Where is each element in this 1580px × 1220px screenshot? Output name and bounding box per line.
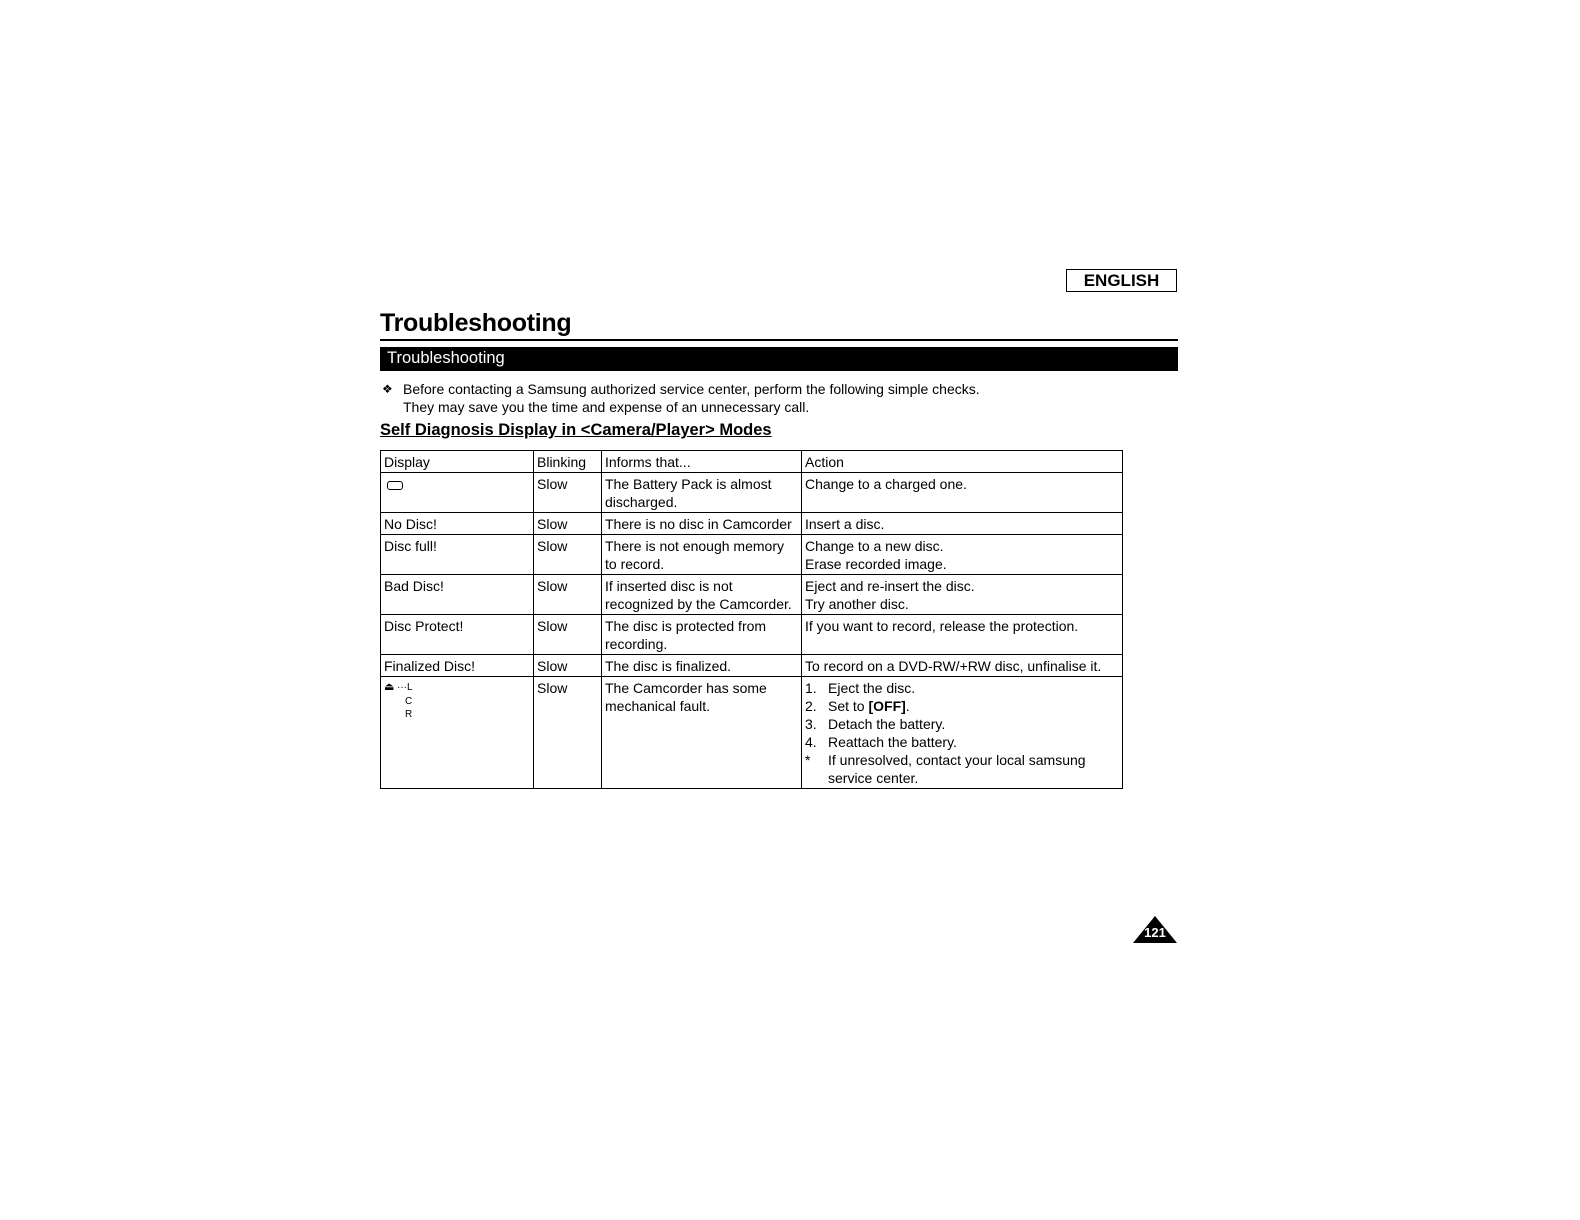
- error-code-r: R: [405, 709, 413, 720]
- error-code-c: C: [405, 696, 413, 707]
- table-row: [381, 575, 1123, 615]
- blinking-cell: Slow: [534, 677, 602, 789]
- page-number-badge: [1133, 916, 1177, 943]
- display-cell: [381, 677, 534, 789]
- section-title: Troubleshooting: [387, 349, 505, 367]
- intro-note: [382, 380, 980, 416]
- blinking-cell: Slow: [534, 473, 602, 513]
- page-number: 121: [1144, 925, 1166, 940]
- action-step: 1. Eject the disc.: [805, 680, 916, 696]
- action-note: * If unresolved, contact your local samsung service center.: [805, 752, 1086, 786]
- section-title-bar: [380, 347, 1178, 371]
- table-header-row: [381, 451, 1123, 473]
- table-row: [381, 677, 1123, 789]
- informs-cell: The Battery Pack is almost discharged.: [602, 473, 802, 513]
- blinking-cell: Slow: [534, 535, 602, 575]
- eject-code-display: [384, 679, 530, 725]
- header-informs: Informs that...: [602, 451, 802, 473]
- eject-icon: ⏏: [384, 681, 395, 693]
- action-cell: Insert a disc.: [802, 513, 1123, 535]
- intro-line-1: Before contacting a Samsung authorized service center, perform the following simple checks.: [403, 381, 980, 397]
- action-step: 2. Set to [OFF].: [805, 698, 910, 714]
- intro-line-2: They may save you the time and expense of an unnecessary call.: [403, 399, 810, 415]
- title-divider: [380, 339, 1178, 341]
- blinking-cell: Slow: [534, 615, 602, 655]
- informs-cell: If inserted disc is not recognized by the Camcorder.: [602, 575, 802, 615]
- informs-cell: The Camcorder has some mechanical fault.: [602, 677, 802, 789]
- blinking-cell: Slow: [534, 575, 602, 615]
- table-row: [381, 655, 1123, 677]
- display-cell: [381, 473, 534, 513]
- action-step: 4. Reattach the battery.: [805, 734, 957, 750]
- display-cell: Finalized Disc!: [381, 655, 534, 677]
- header-blinking: Blinking: [534, 451, 602, 473]
- blinking-cell: Slow: [534, 513, 602, 535]
- error-code-l: ···L: [397, 682, 413, 693]
- informs-cell: The disc is protected from recording.: [602, 615, 802, 655]
- action-cell: Eject and re-insert the disc. Try another disc.: [802, 575, 1123, 615]
- table-heading: Self Diagnosis Display in <Camera/Player> Modes: [380, 421, 772, 439]
- battery-low-icon: [387, 481, 403, 490]
- informs-cell: The disc is finalized.: [602, 655, 802, 677]
- table-row: [381, 513, 1123, 535]
- blinking-cell: Slow: [534, 655, 602, 677]
- action-cell: If you want to record, release the protection.: [802, 615, 1123, 655]
- informs-cell: There is no disc in Camcorder: [602, 513, 802, 535]
- page-title: Troubleshooting: [380, 309, 572, 337]
- diamond-bullet-icon: ❖: [382, 382, 393, 396]
- action-step: 3. Detach the battery.: [805, 716, 946, 732]
- header-display: Display: [381, 451, 534, 473]
- action-cell: [802, 677, 1123, 789]
- informs-cell: There is not enough memory to record.: [602, 535, 802, 575]
- self-diagnosis-table: [380, 450, 1123, 789]
- display-cell: Disc Protect!: [381, 615, 534, 655]
- action-cell: Change to a charged one.: [802, 473, 1123, 513]
- display-cell: No Disc!: [381, 513, 534, 535]
- display-cell: Disc full!: [381, 535, 534, 575]
- action-cell: To record on a DVD-RW/+RW disc, unfinalise it.: [802, 655, 1123, 677]
- table-row: [381, 615, 1123, 655]
- table-row: [381, 535, 1123, 575]
- action-cell: Change to a new disc. Erase recorded image.: [802, 535, 1123, 575]
- display-cell: Bad Disc!: [381, 575, 534, 615]
- table-row: [381, 473, 1123, 513]
- language-badge: ENGLISH: [1066, 269, 1177, 292]
- header-action: Action: [802, 451, 1123, 473]
